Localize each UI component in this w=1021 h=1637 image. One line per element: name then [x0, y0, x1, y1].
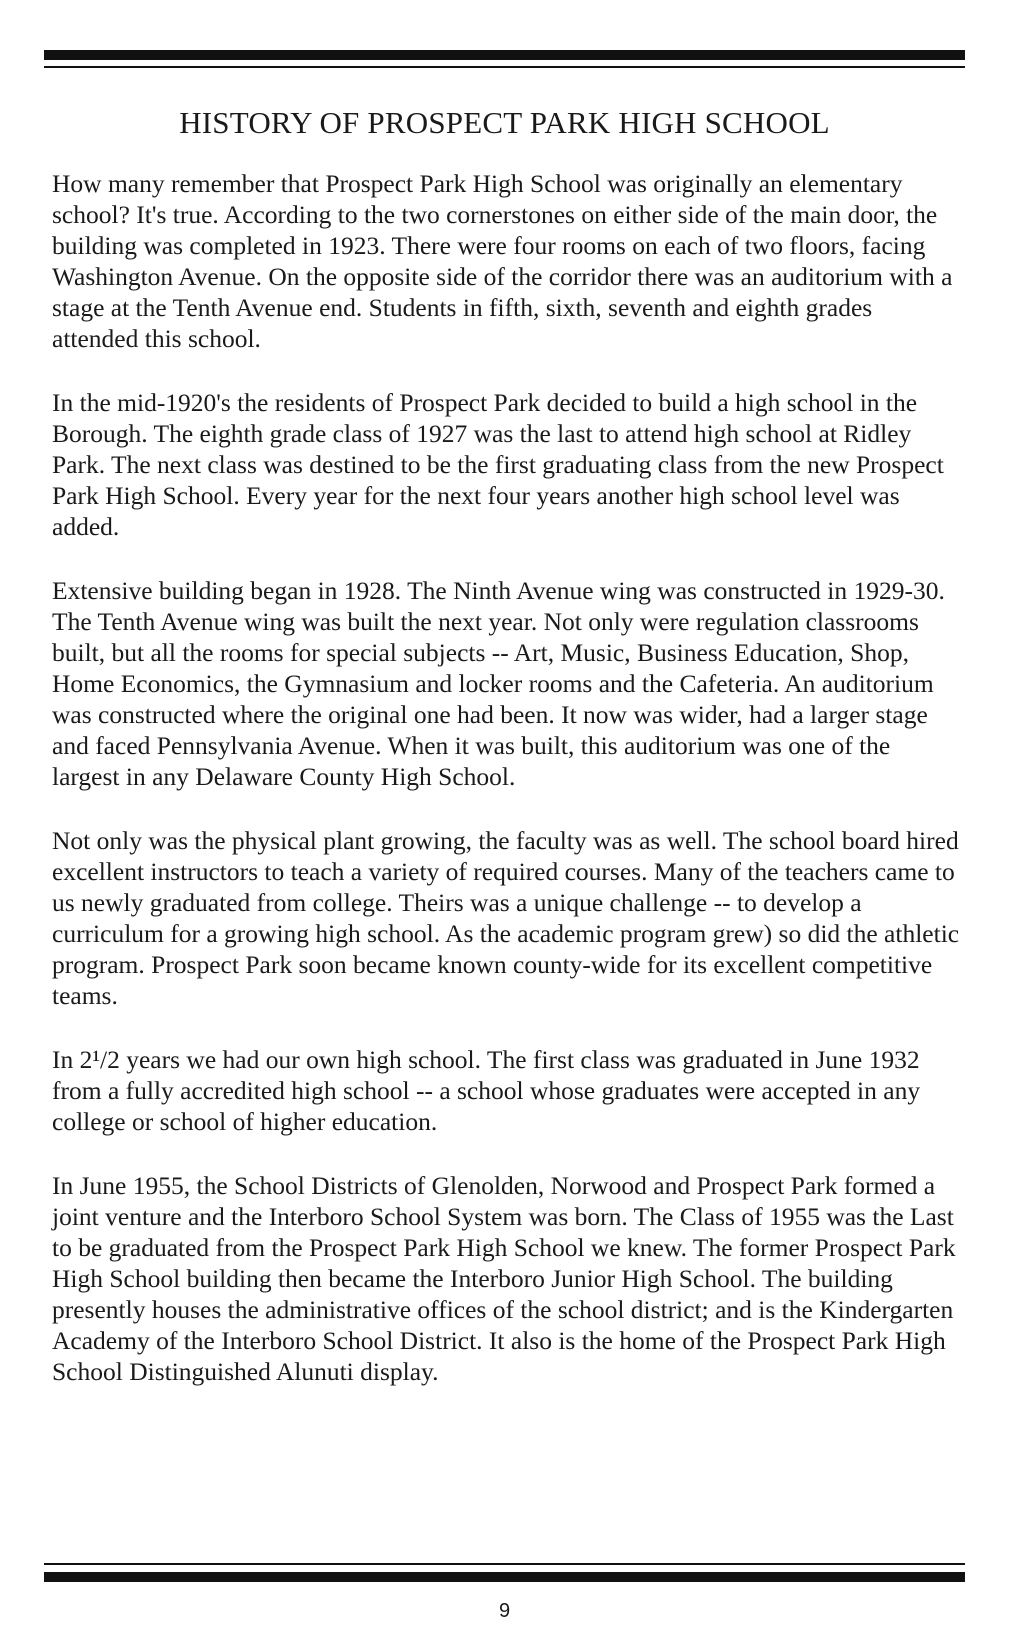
- paragraph-3: Extensive building began in 1928. The Ninth Avenue wing was constructed in 1929-30. The Tenth Avenue wing was built the next year. Not only were regulation classrooms built, but all the rooms for special subjects -- Art, Music, Business Education, Shop, Home Economics, the Gymnasium and locker rooms and the Cafeteria. An auditorium was constructed where the original one had been. It now was wider, had a larger stage and faced Pennsylvania Avenue. When it was built, this auditorium was one of the largest in any Delaware County High School.: [52, 576, 945, 791]
- paragraph-6: In June 1955, the School Districts of Glenolden, Norwood and Prospect Park formed a joint venture and the Interboro School System was born. The Class of 1955 was the Last to be graduated from the Prospect Park High School we knew. The former Prospect Park High School building then became the Interboro Junior High School. The building presently houses the administrative offices of the school district; and is the Kindergarten Academy of the Interboro School District. It also is the home of the Prospect Park High School Distinguished Alunuti display.: [52, 1171, 956, 1386]
- page-title: HISTORY OF PROSPECT PARK HIGH SCHOOL: [179, 105, 830, 140]
- bottom-rule-thin: [44, 1563, 965, 1565]
- article-body: [52, 168, 962, 1420]
- page-number: 9: [498, 1600, 511, 1622]
- top-rule-thin: [44, 66, 965, 68]
- paragraph-5: In 2¹/2 years we had our own high school. The first class was graduated in June 1932 from a fully accredited high school -- a school whose graduates were accepted in any college or school of higher education.: [52, 1045, 921, 1136]
- paragraph-2: In the mid-1920's the residents of Prospect Park decided to build a high school in the Borough. The eighth grade class of 1927 was the last to attend high school at Ridley Park. The next class was destined to be the first graduating class from the new Prospect Park High School. Every year for the next four years another high school level was added.: [52, 388, 944, 541]
- bottom-rule-thick: [44, 1572, 965, 1582]
- paragraph-4: Not only was the physical plant growing, the faculty was as well. The school board hired excellent instructors to teach a variety of required courses. Many of the teachers came to us newly graduated from college. Theirs was a unique challenge -- to develop a curriculum for a growing high school. As the academic program grew) so did the athletic program. Prospect Park soon became known county-wide for its excellent competitive teams.: [52, 826, 960, 1010]
- paragraph-1: How many remember that Prospect Park High School was originally an elementary school? It's true. According to the two cornerstones on either side of the main door, the building was completed in 1923. There were four rooms on each of two floors, facing Washington Avenue. On the opposite side of the corridor there was an auditorium with a stage at the Tenth Avenue end. Students in fifth, sixth, seventh and eighth grades attended this school.: [52, 169, 953, 353]
- top-rule-thick: [44, 50, 965, 60]
